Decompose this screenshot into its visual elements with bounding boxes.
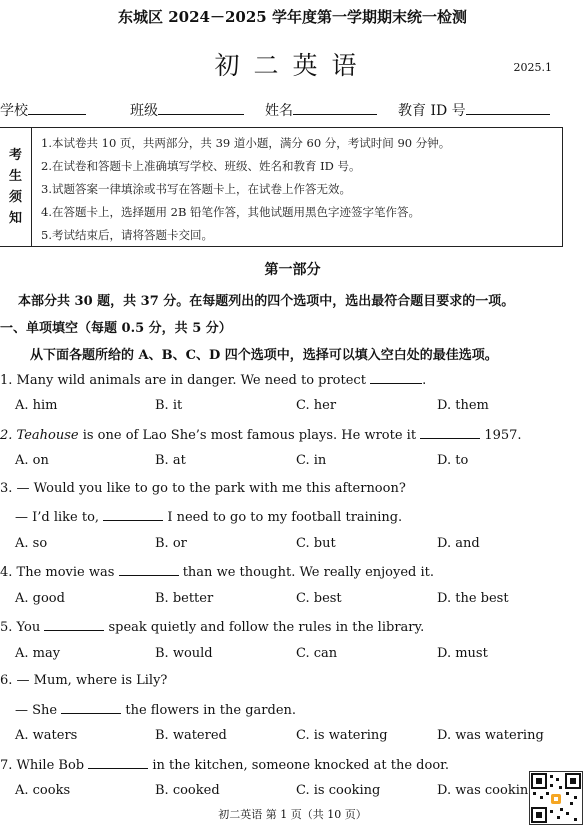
notice-item: 1.本试卷共 10 页，共两部分，共 39 道小题，满分 60 分，考试时间 90 分钟。 [41,136,451,150]
school-underline [28,100,86,115]
question-2 [0,426,522,443]
school-label: 学校 [0,103,28,119]
option-c: C. in [296,453,327,468]
id-underline [466,100,550,115]
option-b: B. cooked [155,783,220,798]
question-6: 6. — Mum, where is Lily? [0,673,168,688]
notice-item: 3.试题答案一律填涂或书写在答题卡上，在试卷上作答无效。 [41,182,351,196]
option-d: D. was watering [437,728,544,743]
answer-blank [61,701,121,714]
part1-intro: 本部分共 30 题，共 37 分。在每题列出的四个选项中，选出最符合题目要求的一项。 [18,294,515,309]
question-text: . [422,373,427,388]
id-label: 教育 ID 号 [398,103,466,119]
question-7 [0,756,449,773]
option-a: A. waters [15,728,78,743]
option-a: A. good [15,591,65,606]
question-6-line-2 [15,701,296,718]
answer-blank [370,371,422,384]
notice-heading-char: 考 [8,148,22,163]
question-text: 1957. [480,428,522,443]
question-text: is one of Lao She’s most famous plays. He wrote it [78,428,421,443]
notice-item: 4.在答题卡上，选择题用 2B 铅笔作答，其他试题用黑色字迹签字笔作答。 [41,205,421,219]
part1-title: 第一部分 [264,262,321,278]
option-c: C. can [296,646,338,661]
option-b: B. better [155,591,214,606]
question-text: — I’d like to, [15,510,104,525]
notice-heading-char: 须 [8,190,22,205]
notice-heading [0,128,32,246]
notice-heading-char: 知 [8,211,22,226]
option-c: C. is cooking [296,783,381,798]
option-b: B. or [155,536,187,551]
question-text: 7. While Bob [0,758,89,773]
question-text: 4. The movie was [0,565,119,580]
exam-date: 2025.1 [513,61,552,74]
option-a: A. cooks [15,783,71,798]
question-3: 3. — Would you like to go to the park with me this afternoon? [0,481,406,496]
option-a: A. him [15,398,58,413]
option-c: C. best [296,591,342,606]
subject-title: 初二英语 [214,51,371,80]
answer-blank [44,618,104,631]
question-text: — She [15,703,62,718]
question-text: the flowers in the garden. [121,703,297,718]
question-text: than we thought. We really enjoyed it. [178,565,435,580]
section-instruction: 从下面各题所给的 A、B、C、D 四个选项中，选择可以填入空白处的最佳选项。 [30,348,498,363]
notice-item: 2.在试卷和答题卡上准确填写学校、班级、姓名和教育 ID 号。 [41,159,361,173]
option-d: D. must [437,646,488,661]
name-label: 姓名 [265,103,293,119]
notice-item: 5.考试结束后，请将答题卡交回。 [41,228,213,242]
question-text: speak quietly and follow the rules in the library. [104,620,425,635]
option-a: A. so [15,536,48,551]
question-5 [0,618,424,635]
option-d: D. was cookin [437,783,529,798]
class-underline [158,100,244,115]
page-footer: 初二英语 第 1 页（共 10 页） [218,808,367,821]
name-underline [293,100,377,115]
question-text: 1. Many wild animals are in danger. We need to protect [0,373,371,388]
option-b: B. would [155,646,213,661]
question-3-line-2 [15,508,402,525]
option-a: A. may [15,646,61,661]
exam-title: 东城区 2024－2025 学年度第一学期期末统一检测 [118,8,467,26]
option-b: B. it [155,398,183,413]
class-label: 班级 [130,103,158,119]
option-c: C. her [296,398,337,413]
question-text: 5. You [0,620,45,635]
id-field [398,100,550,120]
option-b: B. watered [155,728,227,743]
notice-heading-char: 生 [8,169,22,184]
option-a: A. on [15,453,49,468]
school-field [0,100,86,120]
option-b: B. at [155,453,186,468]
answer-blank [103,508,163,521]
question-4 [0,563,434,580]
answer-blank [88,756,148,769]
option-c: C. but [296,536,336,551]
option-d: D. to [437,453,469,468]
question-text: I need to go to my football training. [163,510,403,525]
option-d: D. the best [437,591,509,606]
answer-blank [420,426,480,439]
name-field [265,100,377,120]
section-heading: 一、单项填空（每题 0.5 分，共 5 分） [0,321,232,336]
option-d: D. them [437,398,489,413]
class-field [130,100,244,120]
question-text-italic: 2. Teahouse [0,428,79,443]
option-d: D. and [437,536,480,551]
notice-box [0,127,563,247]
question-1 [0,371,426,388]
option-c: C. is watering [296,728,388,743]
question-text: in the kitchen, someone knocked at the door. [148,758,450,773]
answer-blank [119,563,179,576]
